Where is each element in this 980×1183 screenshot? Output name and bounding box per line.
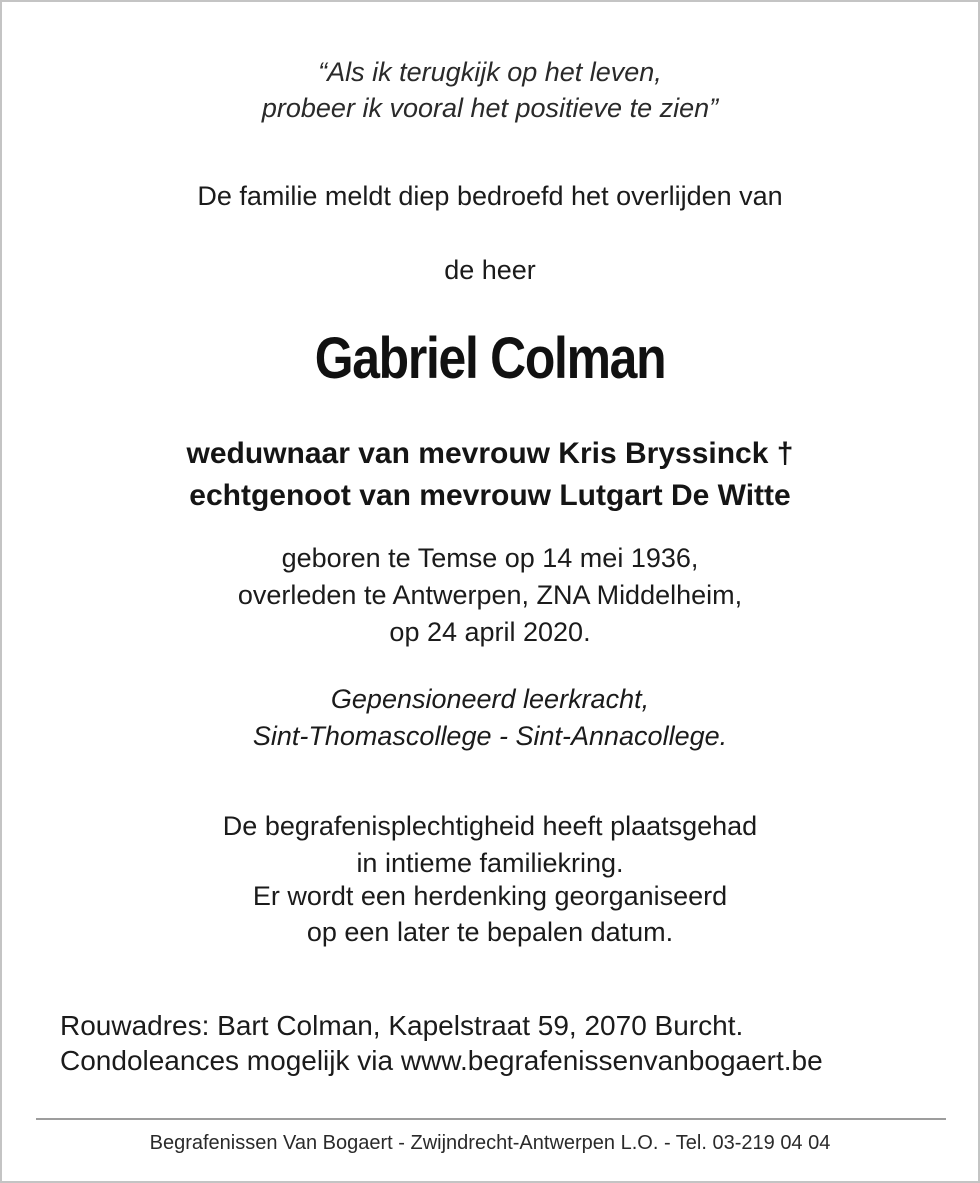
relation-line-2: echtgenoot van mevrouw Lutgart De Witte — [189, 479, 791, 512]
deceased-name: Gabriel Colman — [314, 326, 666, 391]
announcement-title: de heer — [444, 255, 536, 285]
condolences-info: Condoleances mogelijk via www.begrafenissenvanbogaert.be — [60, 1045, 823, 1076]
relation-line-1: weduwnaar van mevrouw Kris Bryssinck † — [186, 437, 794, 470]
funeral-home-footer: Begrafenissen Van Bogaert - Zwijndrecht-Antwerpen L.O. - Tel. 03-219 04 04 — [149, 1132, 831, 1154]
funeral-line-1: De begrafenisplechtigheid heeft plaatsgehad — [222, 811, 758, 841]
footer-divider — [36, 1118, 946, 1120]
profession-line-2: Sint-Thomascollege - Sint-Annacollege. — [252, 721, 728, 751]
dates-line-2: overleden te Antwerpen, ZNA Middelheim, — [237, 580, 743, 610]
profession-line-1: Gepensioneerd leerkracht, — [330, 684, 650, 714]
announcement-intro: De familie meldt diep bedroefd het overlijden van — [197, 181, 783, 211]
funeral-line-2: in intieme familiekring. — [356, 848, 624, 878]
quote-line-1: “Als ik terugkijk op het leven, — [318, 57, 662, 87]
dates-line-3: op 24 april 2020. — [389, 617, 591, 647]
funeral-line-3: Er wordt een herdenking georganiseerd — [252, 881, 728, 911]
funeral-line-4: op een later te bepalen datum. — [306, 917, 674, 947]
dates-line-1: geboren te Temse op 14 mei 1936, — [281, 543, 699, 573]
mourning-address: Rouwadres: Bart Colman, Kapelstraat 59, 2070 Burcht. — [60, 1010, 744, 1041]
quote-line-2: probeer ik vooral het positieve te zien” — [261, 93, 719, 123]
